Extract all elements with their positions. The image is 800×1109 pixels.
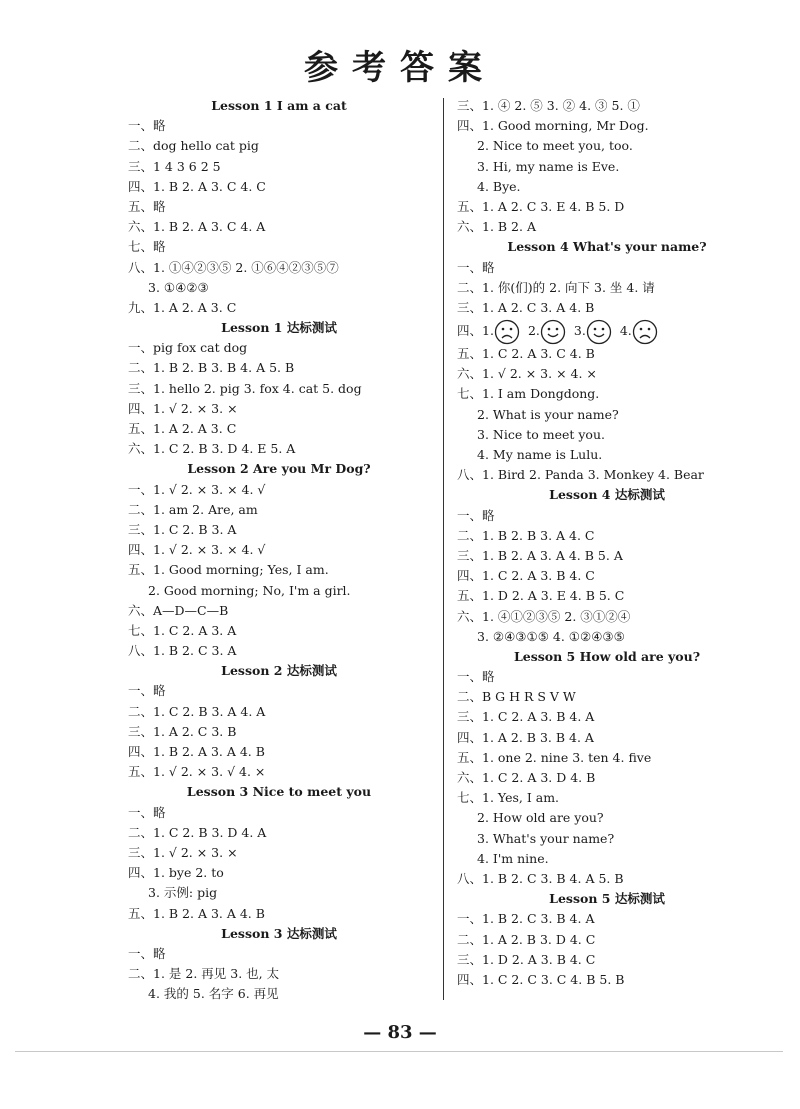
answer-line: 六、1. B 2. A 3. C 4. A	[128, 219, 266, 235]
answer-line: 一、1. √ 2. × 3. × 4. √	[128, 481, 266, 497]
answer-line: 五、1. one 2. nine 3. ten 4. five	[457, 749, 652, 765]
answer-line: 八、1. B 2. C 3. B 4. A 5. B	[457, 870, 624, 886]
answer-line: 一、略	[457, 507, 495, 523]
answer-line: 八、1. ①④②③⑤ 2. ①⑥④②③⑤⑦	[128, 259, 339, 275]
answer-line: 七、1. I am Dongdong.	[457, 386, 600, 402]
answer-line: 2. Good morning; No, I'm a girl.	[148, 582, 351, 598]
answer-line: 4. I'm nine.	[477, 850, 549, 866]
answer-line: 四、1. C 2. A 3. B 4. C	[457, 568, 595, 584]
answer-line: 五、1. C 2. A 3. C 4. B	[457, 346, 595, 362]
answer-line: 三、1. B 2. A 3. A 4. B 5. A	[457, 547, 623, 563]
lesson-heading: Lesson 3 达标测试	[221, 925, 337, 941]
answer-line: 三、1. C 2. A 3. B 4. A	[457, 709, 595, 725]
answer-line: 六、1. √ 2. × 3. × 4. ×	[457, 366, 597, 382]
left-answer-column	[128, 96, 430, 1004]
answer-line: 八、1. B 2. C 3. A	[128, 643, 237, 659]
answer-line: 六、1. B 2. A	[457, 219, 536, 235]
answer-line: 一、略	[128, 945, 166, 961]
answer-line: 4. 我的 5. 名字 6. 再见	[148, 986, 279, 1002]
answer-line: 一、略	[128, 683, 166, 699]
answer-line: 一、略	[457, 669, 495, 685]
column-divider	[443, 98, 444, 1000]
answer-line: 五、1. √ 2. × 3. √ 4. ×	[128, 764, 266, 780]
answer-line: 三、1. D 2. A 3. B 4. C	[457, 951, 596, 967]
answer-section-label: 四、	[457, 323, 483, 339]
answer-line: 四、1. C 2. C 3. C 4. B 5. B	[457, 971, 625, 987]
answer-line: 五、略	[128, 198, 166, 214]
answer-line: 六、1. C 2. B 3. D 4. E 5. A	[128, 441, 296, 457]
answer-line: 二、1. B 2. B 3. B 4. A 5. B	[128, 360, 295, 376]
answer-line: 四、1. bye 2. to	[128, 865, 224, 881]
answer-line: 八、1. Bird 2. Panda 3. Monkey 4. Bear	[457, 467, 704, 483]
answer-line: 四、1. B 2. A 3. A 4. B	[128, 744, 265, 759]
answer-line	[457, 318, 757, 344]
answer-line: 四、1. B 2. A 3. C 4. C	[128, 178, 266, 194]
face-answer-label: 4.	[619, 323, 632, 339]
answer-line: 3. Nice to meet you.	[477, 426, 605, 442]
lesson-heading: Lesson 3 Nice to meet you	[186, 784, 372, 800]
answer-line: 3. ②④③①⑤ 4. ①②④③⑤	[477, 628, 625, 644]
answer-line: 六、1. ④①②③⑤ 2. ③①②④	[457, 608, 631, 624]
answer-line: 三、1. A 2. C 3. A 4. B	[457, 299, 595, 315]
lesson-heading: Lesson 5 达标测试	[549, 891, 665, 907]
sad-face-icon	[632, 319, 658, 345]
answer-line: 三、1. ④ 2. ⑤ 3. ② 4. ③ 5. ①	[457, 98, 640, 113]
answer-line: 一、略	[457, 259, 495, 275]
lesson-heading: Lesson 1 达标测试	[221, 320, 337, 336]
answer-line: 二、1. C 2. B 3. D 4. A	[128, 824, 267, 840]
answer-line: 三、1 4 3 6 2 5	[128, 158, 221, 174]
answer-line: 一、略	[128, 118, 166, 134]
answer-line: 二、1. 是 2. 再见 3. 也, 太	[128, 966, 280, 982]
answer-line: 2. How old are you?	[477, 810, 604, 826]
answer-line: 一、1. B 2. C 3. B 4. A	[457, 911, 595, 927]
answer-line: 一、略	[128, 804, 166, 820]
face-answer-label: 1.	[482, 323, 494, 339]
answer-line: 3. 示例: pig	[148, 885, 218, 901]
answer-line: 二、1. am 2. Are, am	[128, 501, 258, 517]
right-answer-column	[457, 96, 757, 990]
lesson-heading: Lesson 4 What's your name?	[507, 239, 707, 255]
answer-line: 五、1. A 2. C 3. E 4. B 5. D	[457, 198, 625, 214]
face-answer-label: 3.	[573, 323, 586, 339]
answer-line: 2. What is your name?	[477, 406, 619, 422]
answer-line: 五、1. D 2. A 3. E 4. B 5. C	[457, 588, 625, 604]
answer-line: 四、1. √ 2. × 3. × 4. √	[128, 542, 266, 558]
answer-line: 一、pig fox cat dog	[128, 340, 248, 356]
answer-line: 二、1. A 2. B 3. D 4. C	[457, 931, 596, 947]
answer-line: 四、1. Good morning, Mr Dog.	[457, 118, 649, 134]
answer-line: 三、1. C 2. B 3. A	[128, 521, 237, 537]
answer-line: 五、1. Good morning; Yes, I am.	[128, 562, 329, 578]
answer-line: 四、1. A 2. B 3. B 4. A	[457, 729, 594, 745]
lesson-heading: Lesson 5 How old are you?	[513, 648, 701, 664]
answer-line: 七、略	[128, 239, 166, 255]
page-title: 参考答案	[304, 48, 496, 88]
answer-line: 六、A—D—C—B	[128, 602, 229, 618]
answer-line: 二、dog hello cat pig	[128, 138, 259, 154]
answer-line: 六、1. C 2. A 3. D 4. B	[457, 770, 596, 785]
answer-line: 2. Nice to meet you, too.	[477, 138, 633, 154]
answer-line: 4. Bye.	[477, 178, 521, 194]
answer-line: 七、1. C 2. A 3. A	[128, 622, 237, 638]
answer-line: 3. Hi, my name is Eve.	[477, 158, 620, 174]
answer-line: 二、B G H R S V W	[457, 689, 576, 705]
answer-line: 三、1. √ 2. × 3. ×	[128, 844, 238, 860]
answer-line: 七、1. Yes, I am.	[457, 790, 560, 806]
smiley-face-icon	[540, 319, 566, 345]
sad-face-icon	[494, 319, 520, 345]
lesson-heading: Lesson 1 I am a cat	[211, 98, 347, 113]
bottom-rule	[15, 1051, 783, 1052]
answer-line: 二、1. 你(们)的 2. 向下 3. 坐 4. 请	[457, 279, 655, 295]
smiley-face-icon	[586, 319, 612, 345]
answer-line: 三、1. hello 2. pig 3. fox 4. cat 5. dog	[128, 380, 362, 396]
answer-line: 九、1. A 2. A 3. C	[128, 299, 237, 315]
page-number: — 83 —	[363, 1022, 437, 1043]
answer-line: 五、1. A 2. A 3. C	[128, 421, 237, 436]
answer-line: 三、1. A 2. C 3. B	[128, 723, 237, 739]
answer-line: 二、1. C 2. B 3. A 4. A	[128, 703, 266, 719]
answer-line: 4. My name is Lulu.	[477, 447, 603, 462]
lesson-heading: Lesson 2 Are you Mr Dog?	[187, 461, 371, 477]
answer-line: 3. ①④②③	[148, 279, 209, 295]
face-answer-label: 2.	[527, 323, 540, 339]
lesson-heading: Lesson 2 达标测试	[221, 663, 337, 679]
answer-line: 3. What's your name?	[477, 830, 615, 846]
lesson-heading: Lesson 4 达标测试	[549, 487, 665, 503]
answer-line: 二、1. B 2. B 3. A 4. C	[457, 527, 595, 543]
answer-line: 五、1. B 2. A 3. A 4. B	[128, 905, 265, 921]
answer-line: 四、1. √ 2. × 3. ×	[128, 400, 238, 416]
